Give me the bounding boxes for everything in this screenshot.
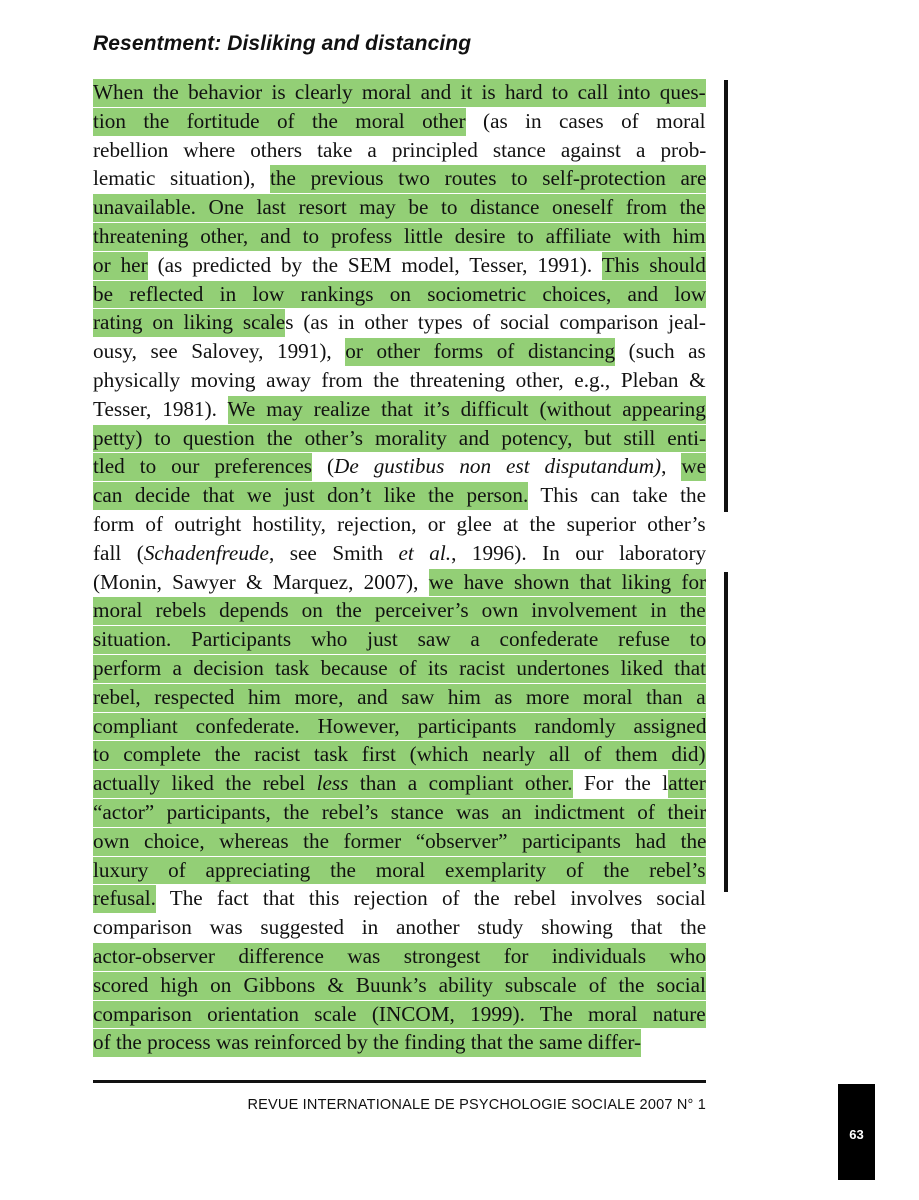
highlighted-text: moral rebels depends on the perceiver’s own involvement in the — [93, 597, 706, 625]
text-segment: fall ( — [93, 540, 144, 565]
highlighted-text: tled to our preferences — [93, 453, 312, 481]
highlighted-text: threatening other, and to profess little desire to affiliate with him — [93, 223, 706, 251]
highlighted-text: actually liked the rebel — [93, 770, 317, 798]
text-line — [93, 942, 706, 971]
text-segment: De gustibus non est disputandum) — [334, 454, 662, 479]
text-line — [93, 856, 706, 885]
page-number-box — [838, 1084, 875, 1180]
text-segment: Schadenfreude — [143, 540, 269, 565]
text-line — [93, 78, 706, 107]
text-segment: , 1996). In our laboratory — [451, 540, 706, 565]
highlighted-text: When the behavior is clearly moral and it is hard to call into ques- — [93, 79, 706, 107]
text-line — [93, 769, 706, 798]
text-segment: comparison was suggested in another study showing that the — [93, 915, 706, 940]
text-segment: physically moving away from the threatening other, e.g., Pleban & — [93, 367, 706, 392]
highlighted-text: “actor” participants, the rebel’s stance was an indictment of their — [93, 799, 706, 827]
highlighted-text: we — [681, 453, 706, 481]
highlighted-text: unavailable. One last resort may be to distance oneself from the — [93, 194, 706, 222]
text-line — [93, 337, 706, 366]
text-line — [93, 452, 706, 481]
text-segment: (as in cases of moral — [465, 108, 706, 133]
highlighted-text: or other forms of distancing — [345, 338, 615, 366]
highlighted-text: rating on liking scale — [93, 309, 285, 337]
page-number: 63 — [849, 1127, 864, 1142]
highlighted-text: We may realize that it’s difficult (without appearing — [228, 396, 706, 424]
text-line — [93, 884, 706, 913]
highlighted-text: own choice, whereas the former “observer” participants had the — [93, 828, 706, 856]
text-line — [93, 424, 706, 453]
text-line — [93, 510, 706, 539]
footer-rule — [93, 1080, 706, 1083]
text-line — [93, 683, 706, 712]
text-line — [93, 136, 706, 165]
text-segment: This can take the — [528, 483, 706, 508]
text-segment: (as predicted by the SEM model, Tesser, 1991). — [147, 252, 602, 277]
text-segment: form of outright hostility, rejection, or glee at the superior other’s — [93, 511, 706, 536]
highlighted-text: scored high on Gibbons & Buunk’s ability subscale of the social — [93, 972, 706, 1000]
text-segment: The fact that this rejection of the rebel involves social — [155, 886, 706, 911]
highlighted-text: perform a decision task because of its racist undertones liked that — [93, 655, 706, 683]
text-segment: ousy, see Salovey, 1991), — [93, 339, 346, 364]
text-segment: , see Smith — [268, 540, 399, 565]
margin-bar-bottom — [724, 572, 728, 892]
highlighted-text: petty) to question the other’s morality and potency, but still enti- — [93, 425, 706, 453]
text-line — [93, 1000, 706, 1029]
highlighted-text: actor-observer difference was strongest for individuals who — [93, 943, 706, 971]
text-line — [93, 568, 706, 597]
highlighted-text: This should — [602, 252, 706, 280]
text-line — [93, 712, 706, 741]
text-segment: (such as — [615, 339, 706, 364]
section-heading: Resentment: Disliking and distancing — [93, 32, 472, 55]
highlighted-text: tion the fortitude of the moral other — [93, 108, 466, 136]
text-line — [93, 251, 706, 280]
highlighted-text: luxury of appreciating the moral exemplarity of the rebel’s — [93, 857, 706, 885]
text-line — [93, 366, 706, 395]
text-segment: (Monin, Sawyer & Marquez, 2007), — [93, 569, 429, 594]
text-segment: ( — [312, 454, 335, 479]
highlighted-text: compliant confederate. However, participants randomly assigned — [93, 713, 706, 741]
highlighted-text: be reflected in low rankings on sociometric choices, and low — [93, 281, 706, 309]
highlighted-text: the previous two routes to self-protection are — [270, 165, 706, 193]
article-body — [93, 78, 706, 1057]
text-line — [93, 654, 706, 683]
highlighted-text: atter — [668, 770, 706, 798]
text-line — [93, 1028, 706, 1057]
text-line — [93, 107, 706, 136]
text-line — [93, 222, 706, 251]
text-line — [93, 395, 706, 424]
text-line — [93, 625, 706, 654]
text-line — [93, 596, 706, 625]
highlighted-text: of the process was reinforced by the finding that the same differ- — [93, 1029, 641, 1057]
highlighted-text: less — [317, 770, 349, 798]
margin-bar-top — [724, 80, 728, 512]
text-line — [93, 539, 706, 568]
text-segment: et al. — [398, 540, 452, 565]
text-line — [93, 308, 706, 337]
text-line — [93, 740, 706, 769]
highlighted-text: can decide that we just don’t like the person. — [93, 482, 528, 510]
text-line — [93, 971, 706, 1000]
text-segment: Tesser, 1981). — [93, 396, 228, 421]
highlighted-text: situation. Participants who just saw a confederate refuse to — [93, 626, 706, 654]
text-segment: For the l — [572, 771, 669, 796]
highlighted-text: or her — [93, 252, 148, 280]
text-segment: lematic situation), — [93, 166, 271, 191]
highlighted-text: comparison orientation scale (INCOM, 1999). The moral nature — [93, 1001, 706, 1029]
highlighted-text: rebel, respected him more, and saw him as more moral than a — [93, 684, 706, 712]
text-line — [93, 798, 706, 827]
text-segment: s (as in other types of social comparison jeal- — [285, 310, 706, 335]
text-line — [93, 913, 706, 942]
text-line — [93, 827, 706, 856]
highlighted-text: refusal. — [93, 885, 156, 913]
text-segment: , — [661, 454, 682, 479]
highlighted-text: than a compliant other. — [348, 770, 572, 798]
journal-footer: REVUE INTERNATIONALE DE PSYCHOLOGIE SOCIALE 2007 N° 1 — [247, 1097, 706, 1113]
highlighted-text: to complete the racist task first (which nearly all of them did) — [93, 741, 706, 769]
text-line — [93, 481, 706, 510]
text-segment: rebellion where others take a principled stance against a prob- — [93, 137, 706, 162]
text-line — [93, 164, 706, 193]
highlighted-text: we have shown that liking for — [429, 569, 706, 597]
text-line — [93, 280, 706, 309]
text-line — [93, 193, 706, 222]
